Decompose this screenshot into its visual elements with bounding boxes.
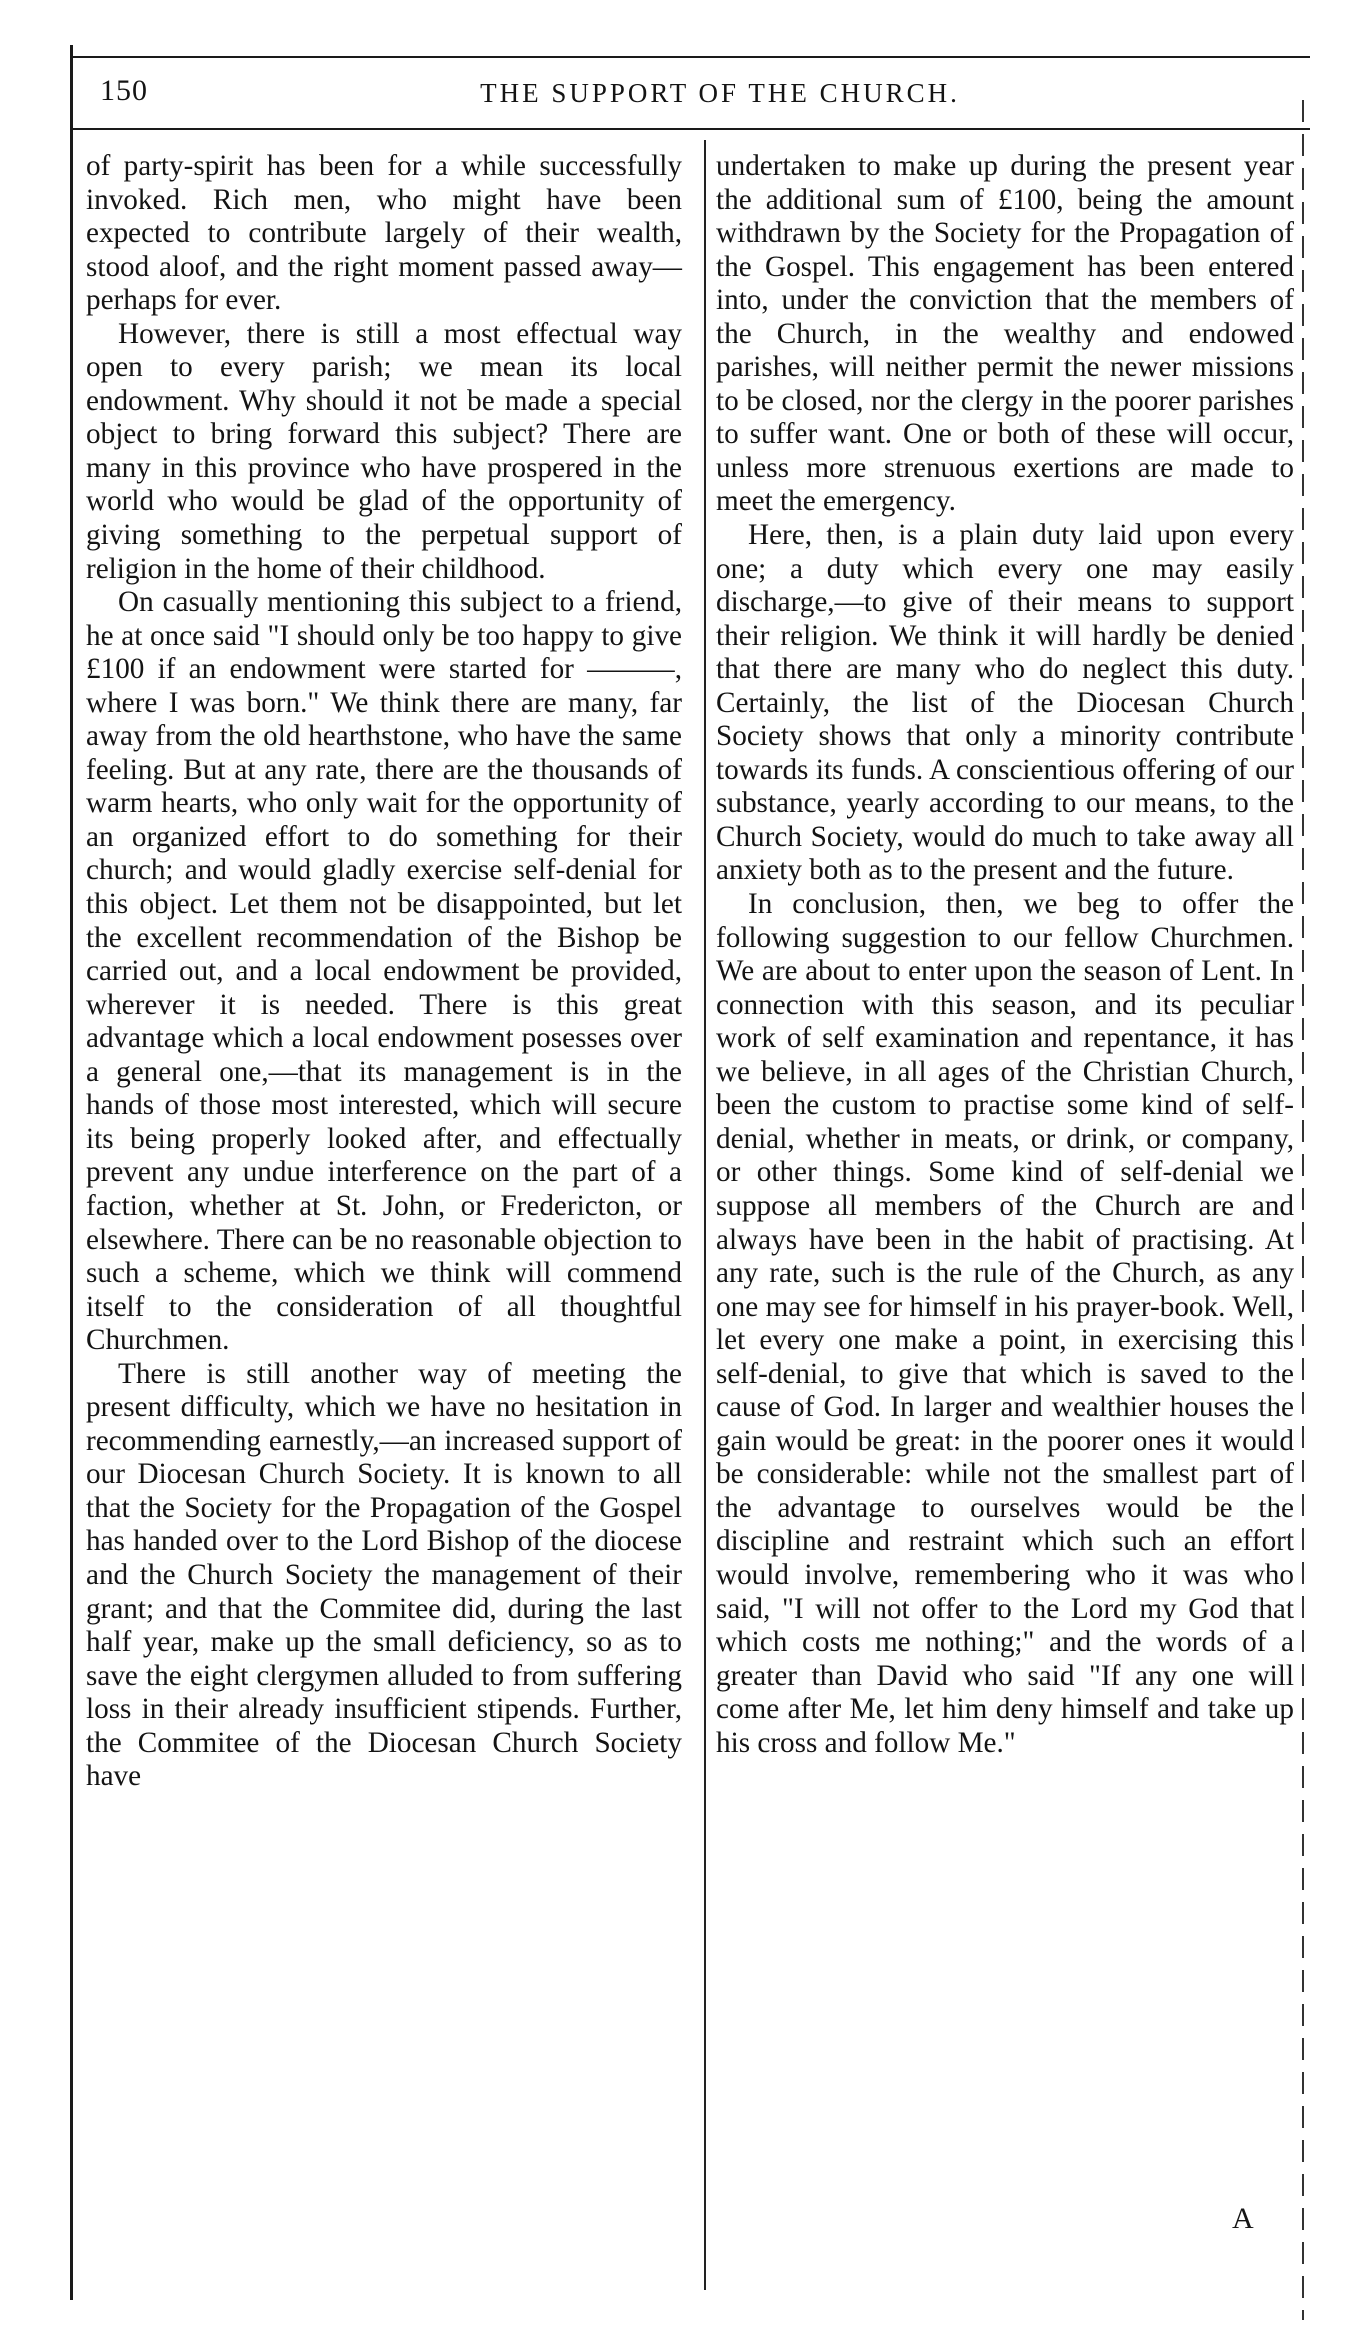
- running-title: THE SUPPORT OF THE CHURCH.: [480, 78, 960, 108]
- right-column: [716, 150, 1294, 1760]
- right-paragraph-3: In conclusion, then, we beg to offer the following suggestion to our fellow Churchmen. We are about to enter upon the season of Lent. In connection with this season, and its peculiar work of self examination and repentance, it has we believe, in all ages of the Christian Church, been the custom to practise some kind of self-denial, whether in meats, or drink, or company, or other things. Some kind of self-denial we suppose all members of the Church are and always have been in the habit of practising. At any rate, such is the rule of the Church, as any one may see for himself in his prayer-book. Well, let every one make a point, in exercising this self-denial, to give that which is saved to the cause of God. In larger and wealthier houses the gain would be great: in the poorer ones it would be considerable: while not the smallest part of the advantage to ourselves would be the discipline and restraint which such an effort would involve, remembering who it was who said, "I will not offer to the Lord my God that which costs me nothing;" and the words of a greater than David who said "If any one will come after Me, let him deny himself and take up his cross and follow Me.": [716, 888, 1294, 1759]
- left-border-rule: [70, 45, 73, 2300]
- left-paragraph-2: However, there is still a most effectual way open to every parish; we mean its local endowment. Why should it not be made a special object to bring forward this subject? There are many in this province who have prospered in the world who would be glad of the opportunity of giving something to the perpetual support of religion in the home of their childhood.: [86, 317, 682, 585]
- left-paragraph-4: There is still another way of meeting the present difficulty, which we have no hesitation in recommending earnestly,—an increased support of our Diocesan Church Society. It is known to all that the Society for the Propagation of the Gospel has handed over to the Lord Bishop of the diocese and the Church Society the management of their grant; and that the Commitee did, during the last half year, make up the small deficiency, so as to save the eight clergymen alluded to from suffering loss in their already insufficient stipends. Further, the Commitee of the Diocesan Church Society have: [86, 1357, 682, 1793]
- author-signature: A: [1232, 2202, 1254, 2235]
- left-paragraph-3: On casually mentioning this subject to a friend, he at once said "I should only be too happy to give £100 if an endowment were started for ———, where I was born." We think there are many, far away from the old hearthstone, who have the same feeling. But at any rate, there are the thousands of warm hearts, who only wait for the opportunity of an organized effort to do something for their church; and would gladly exercise self-denial for this object. Let them not be disappointed, but let the excellent recommendation of the Bishop be carried out, and a local endowment be provided, wherever it is needed. There is this great advantage which a local endowment posesses over a general one,—that its management is in the hands of those most interested, which will secure its being properly looked after, and effectually prevent any undue interference on the part of a faction, whether at St. John, or Fredericton, or elsewhere. There can be no reasonable objection to such a scheme, which we think will commend itself to the consideration of all thoughtful Churchmen.: [86, 586, 682, 1357]
- left-column: [86, 150, 682, 1794]
- header-rule: [70, 128, 1310, 130]
- top-border-rule: [70, 56, 1310, 58]
- right-paragraph-2: Here, then, is a plain duty laid upon every one; a duty which every one may easily discharge,—to give of their means to support their religion. We think it will hardly be denied that there are many who do neglect this duty. Certainly, the list of the Diocesan Church Society shows that only a minority contribute towards its funds. A conscientious offering of our substance, yearly according to our means, to the Church Society, would do much to take away all anxiety both as to the present and the future.: [716, 519, 1294, 887]
- right-border-rule: [1302, 100, 1304, 2320]
- page-number: 150: [100, 74, 148, 107]
- right-paragraph-1: undertaken to make up during the present year the additional sum of £100, being the amount withdrawn by the Society for the Propagation of the Gospel. This engagement has been entered into, under the conviction that the members of the Church, in the wealthy and endowed parishes, will neither permit the newer missions to be closed, nor the clergy in the poorer parishes to suffer want. One or both of these will occur, unless more strenuous exertions are made to meet the emergency.: [716, 150, 1294, 518]
- column-divider: [704, 140, 706, 2290]
- left-paragraph-1: of party-spirit has been for a while successfully invoked. Rich men, who might have been expected to contribute largely of their wealth, stood aloof, and the right moment passed away—perhaps for ever.: [86, 150, 682, 317]
